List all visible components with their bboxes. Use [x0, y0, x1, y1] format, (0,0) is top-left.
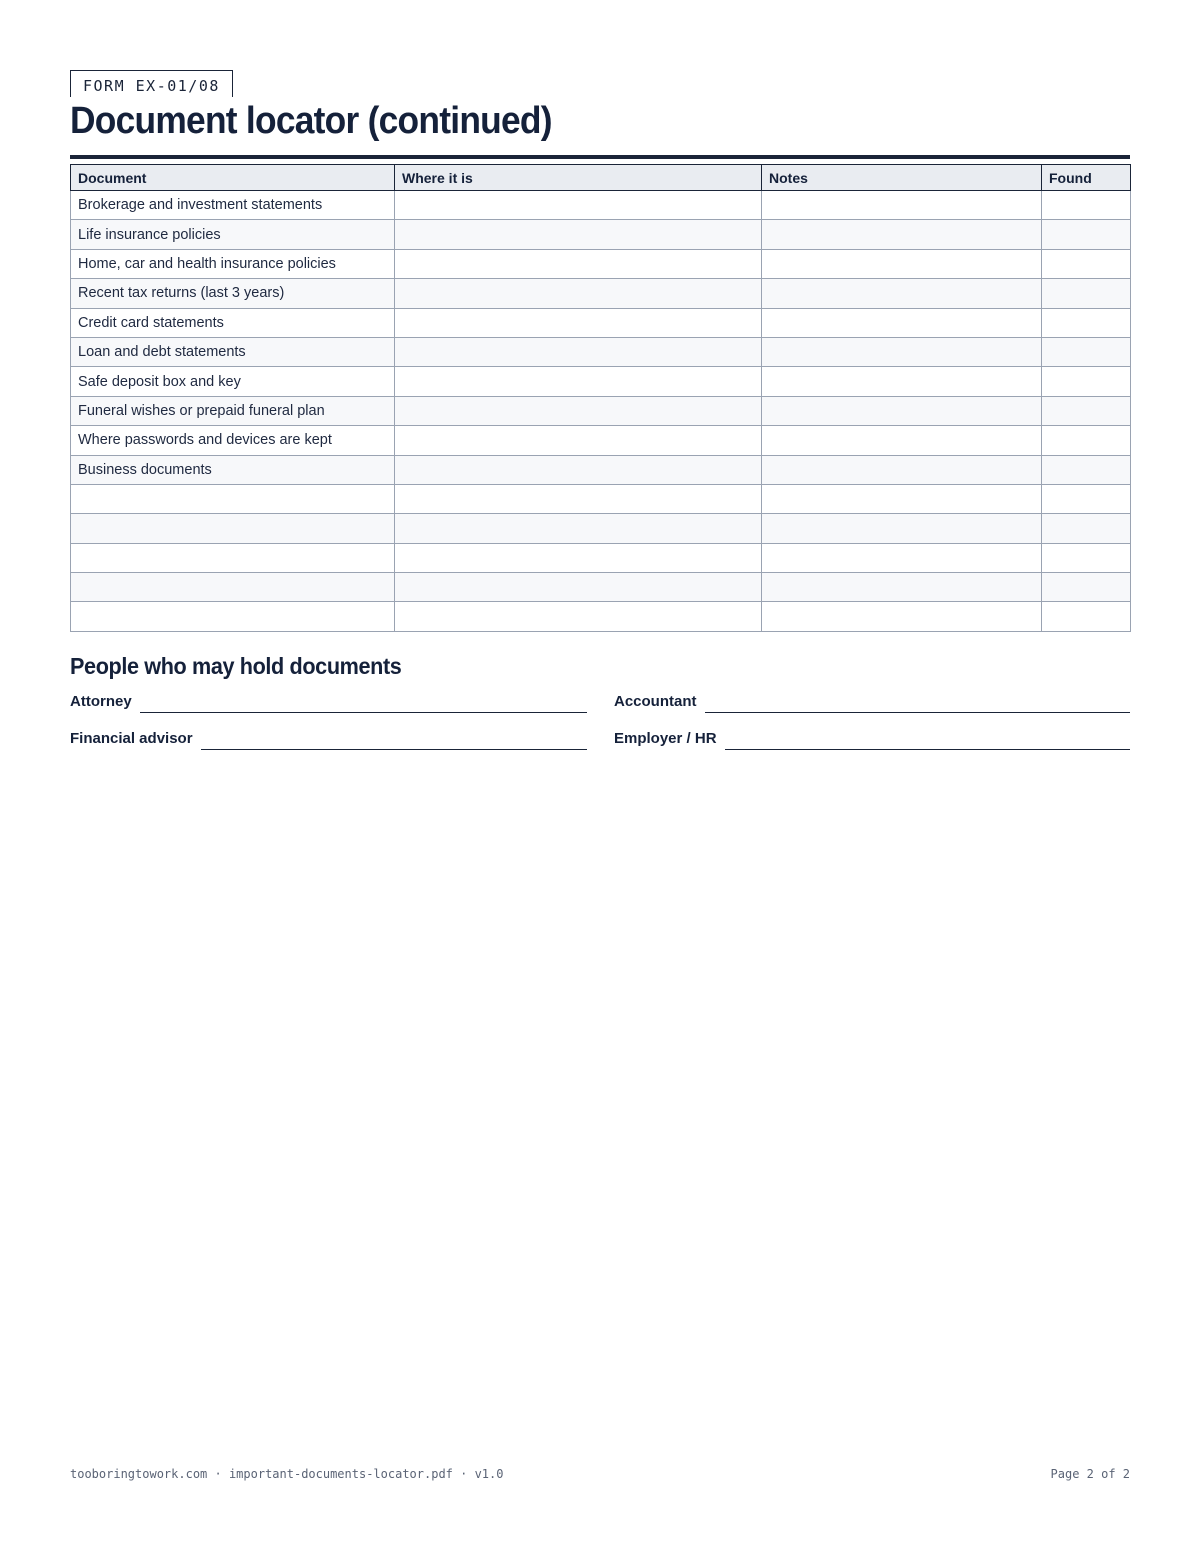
column-header-where-it-is: Where it is — [395, 165, 762, 191]
cell-where-it-is[interactable] — [395, 308, 762, 337]
accountant-field — [614, 693, 1130, 713]
table-row — [71, 543, 1131, 572]
cell-document: Home, car and health insurance policies — [71, 249, 395, 278]
cell-document[interactable] — [71, 514, 395, 543]
cell-document[interactable] — [71, 573, 395, 602]
cell-document[interactable] — [71, 543, 395, 572]
table-row — [71, 191, 1131, 220]
financial-advisor-field — [70, 730, 587, 750]
cell-found[interactable] — [1042, 308, 1131, 337]
financial-advisor-label: Financial advisor — [70, 730, 193, 747]
cell-notes[interactable] — [762, 308, 1042, 337]
footer-page-number: Page 2 of 2 — [1050, 1467, 1130, 1481]
cell-document: Business documents — [71, 455, 395, 484]
attorney-input-line[interactable] — [140, 693, 587, 713]
cell-document: Safe deposit box and key — [71, 367, 395, 396]
form-code-tag: FORM EX-01/08 — [70, 70, 233, 97]
column-header-document: Document — [71, 165, 395, 191]
table-row — [71, 426, 1131, 455]
cell-document[interactable] — [71, 484, 395, 513]
cell-notes[interactable] — [762, 602, 1042, 631]
cell-found[interactable] — [1042, 484, 1131, 513]
table-row — [71, 279, 1131, 308]
table-header-row — [71, 165, 1131, 191]
cell-found[interactable] — [1042, 279, 1131, 308]
cell-document: Credit card statements — [71, 308, 395, 337]
cell-where-it-is[interactable] — [395, 249, 762, 278]
cell-document: Brokerage and investment statements — [71, 191, 395, 220]
cell-where-it-is[interactable] — [395, 484, 762, 513]
cell-document: Recent tax returns (last 3 years) — [71, 279, 395, 308]
cell-found[interactable] — [1042, 455, 1131, 484]
cell-notes[interactable] — [762, 367, 1042, 396]
cell-where-it-is[interactable] — [395, 367, 762, 396]
cell-notes[interactable] — [762, 396, 1042, 425]
cell-notes[interactable] — [762, 514, 1042, 543]
cell-where-it-is[interactable] — [395, 455, 762, 484]
people-section-heading: People who may hold documents — [70, 653, 402, 679]
cell-notes[interactable] — [762, 543, 1042, 572]
cell-notes[interactable] — [762, 426, 1042, 455]
cell-notes[interactable] — [762, 455, 1042, 484]
cell-document: Loan and debt statements — [71, 337, 395, 366]
cell-found[interactable] — [1042, 426, 1131, 455]
cell-notes[interactable] — [762, 249, 1042, 278]
cell-found[interactable] — [1042, 220, 1131, 249]
financial-advisor-input-line[interactable] — [201, 730, 587, 750]
table-row — [71, 396, 1131, 425]
cell-where-it-is[interactable] — [395, 191, 762, 220]
accountant-label: Accountant — [614, 693, 697, 710]
table-row — [71, 573, 1131, 602]
cell-notes[interactable] — [762, 191, 1042, 220]
cell-document: Where passwords and devices are kept — [71, 426, 395, 455]
footer-source: tooboringtowork.com · important-documents-locator.pdf · v1.0 — [70, 1467, 504, 1481]
accountant-input-line[interactable] — [705, 693, 1131, 713]
table-row — [71, 514, 1131, 543]
cell-found[interactable] — [1042, 396, 1131, 425]
cell-found[interactable] — [1042, 337, 1131, 366]
title-divider — [70, 155, 1130, 159]
table-row — [71, 455, 1131, 484]
column-header-found: Found — [1042, 165, 1131, 191]
cell-notes[interactable] — [762, 484, 1042, 513]
cell-notes[interactable] — [762, 279, 1042, 308]
cell-found[interactable] — [1042, 191, 1131, 220]
cell-where-it-is[interactable] — [395, 220, 762, 249]
cell-document: Life insurance policies — [71, 220, 395, 249]
cell-found[interactable] — [1042, 602, 1131, 631]
table-body — [71, 191, 1131, 632]
page-title: Document locator (continued) — [70, 100, 552, 142]
cell-where-it-is[interactable] — [395, 337, 762, 366]
table-row — [71, 602, 1131, 631]
cell-where-it-is[interactable] — [395, 426, 762, 455]
cell-found[interactable] — [1042, 367, 1131, 396]
cell-where-it-is[interactable] — [395, 543, 762, 572]
cell-found[interactable] — [1042, 543, 1131, 572]
cell-notes[interactable] — [762, 573, 1042, 602]
table-row — [71, 484, 1131, 513]
cell-found[interactable] — [1042, 514, 1131, 543]
cell-where-it-is[interactable] — [395, 602, 762, 631]
cell-where-it-is[interactable] — [395, 279, 762, 308]
cell-found[interactable] — [1042, 573, 1131, 602]
cell-where-it-is[interactable] — [395, 573, 762, 602]
attorney-field — [70, 693, 587, 713]
cell-document: Funeral wishes or prepaid funeral plan — [71, 396, 395, 425]
attorney-label: Attorney — [70, 693, 132, 710]
cell-document[interactable] — [71, 602, 395, 631]
cell-notes[interactable] — [762, 220, 1042, 249]
document-locator-table — [70, 164, 1131, 632]
cell-where-it-is[interactable] — [395, 514, 762, 543]
cell-where-it-is[interactable] — [395, 396, 762, 425]
column-header-notes: Notes — [762, 165, 1042, 191]
cell-found[interactable] — [1042, 249, 1131, 278]
employer-hr-label: Employer / HR — [614, 730, 717, 747]
employer-hr-input-line[interactable] — [725, 730, 1130, 750]
table-row — [71, 337, 1131, 366]
table-row — [71, 308, 1131, 337]
employer-hr-field — [614, 730, 1130, 750]
table-row — [71, 249, 1131, 278]
cell-notes[interactable] — [762, 337, 1042, 366]
table-row — [71, 220, 1131, 249]
table-row — [71, 367, 1131, 396]
